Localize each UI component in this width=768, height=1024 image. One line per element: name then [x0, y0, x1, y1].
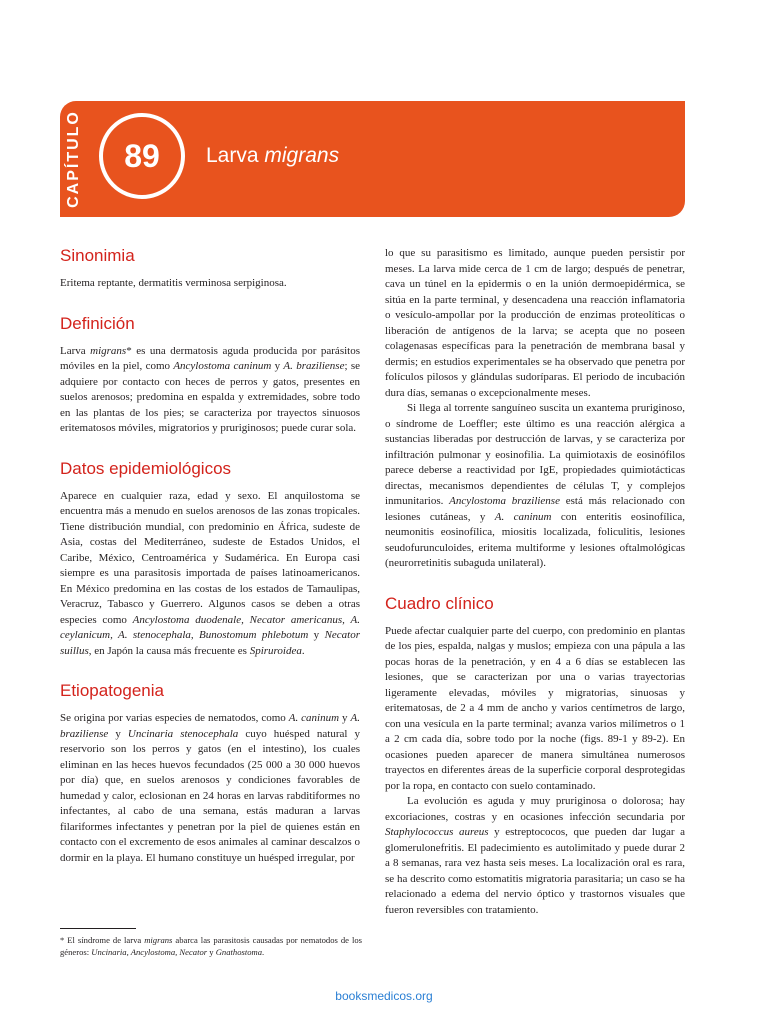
- section-heading-definicion: Definición: [60, 313, 135, 333]
- etiopatogenia-continuation: lo que su parasitismo es limitado, aunque pueden persistir por meses. La larva mide cerca de 1 cm de largo; después de penetrar, cava un túnel en la epidermis o en la unión dermoepidérmica, se sitúa en la parte terminal, y desencadena una reacción inflamatoria o vesículo-ampollar por la producción de enzimas proteolíticas o liberación de antígenos de la larva; se acepta que no poseen colagenasas específicas para la penetración de membrana basal y dermis; en estudios experimentales se ha observado que penetra por folículos pilosos y glándulas sudoríparas. El periodo de incubación dura días, semanas o excepcionalmente meses.: [385, 247, 685, 399]
- section-heading-cuadro-clinico: Cuadro clínico: [385, 593, 494, 613]
- sinonimia-text: Eritema reptante, dermatitis verminosa serpiginosa.: [60, 277, 287, 289]
- chapter-number: 89: [124, 138, 160, 174]
- chapter-title-italic: migrans: [264, 144, 340, 167]
- evolucion-paragraph: La evolución es aguda y muy pruriginosa o dolorosa; hay excoriaciones, costras y en ocasiones infección secundaria por Staphylococcus aureus y estreptococos, que pueden dar lugar a glomerulonefritis. El padecimiento es autolimitado y puede durar 2 a 8 semanas, rara vez hasta seis meses. La localización oral es rara, se ha descrito como estomatitis migratoria parasitaria; un caso se ha relacionado a edema del nervio óptico y trastornos visuales que fueron reversibles con tratamiento.: [385, 795, 685, 916]
- left-column: [60, 246, 360, 866]
- section-heading-sinonimia: Sinonimia: [60, 246, 135, 265]
- cuadro-clinico-paragraph: Puede afectar cualquier parte del cuerpo, con predominio en plantas de los pies, espalda, nalgas y muslos; empieza con una pápula a las pocas horas de la penetración, y en 4 a 6 días se establecen las lesiones, que se caracterizan por una o varias trayectorias ligeramente elevadas, móviles y migratorias, sinuosas y eritematosas, de 2 a 4 mm de ancho y varios centímetros de largo, con una vesícula en la parte terminal; avanza varios milímetros o 1 a 2 cm cada día, sobre todo por la noche (figs. 89-1 y 89-2). En ocasiones pueden aparecer de manera simultánea numerosos trayectos en diferentes áreas de la superficie corporal desprotegidas por la ropa, en contacto con suelo contaminado.: [385, 624, 685, 792]
- epidemiologia-paragraph: Aparece en cualquier raza, edad y sexo. El anquilostoma se encuentra más a menudo en suelos arenosos de las zonas tropicales. Tiene distribución mundial, con predominio en África, sudeste de Asia, costas del Mediterráneo, sudeste de Estados Unidos, el Caribe, México, Centroamérica y Sudamérica. En Europa casi siempre es una parasitosis importada de países latinoamericanos. En México predomina en las costas de los estados de Tamaulipas, Veracruz, Tabasco y Guerrero. Algunos casos se deben a otras especies como Ancylostoma duodenale, Necator americanus, A. ceylanicum, A. stenocephala, Bunostomum phlebotum y Necator suillus, en Japón la causa más frecuente es Spiruroidea.: [60, 489, 361, 657]
- footnote: * El síndrome de larva migrans abarca las parasitosis causadas por nematodos de los géneros: Uncinaria, Ancylostoma, Necator y Gnathostoma.: [60, 935, 362, 957]
- section-heading-epidemiologia: Datos epidemiológicos: [60, 458, 232, 478]
- chapter-number-badge: [99, 113, 185, 199]
- chapter-side-label: CAPÍTULO: [65, 110, 82, 208]
- loeffler-paragraph: Si llega al torrente sanguíneo suscita un exantema pruriginoso, o síndrome de Loeffler; este último es una reacción alérgica a sustancias liberadas por destrucción de larvas, y se caracteriza por infiltración pulmonar y eosinofilia. La quimiotaxis de eosinófilos parece deberse a reactividad por IgE, propiedades quimiotácticas directas, mecanismos dependientes de células T, y complejos inmunitarios. Ancylostoma braziliense está más relacionado con lesiones cutáneas, y A. caninum con enteritis eosinofílica, neumonitis eosinofílica, miositis localizada, foliculitis, lesiones seudofurunculoides, eritema multiforme y lesiones oftalmológicas (neurorretinitis subaguda unilateral).: [385, 402, 686, 569]
- chapter-title-plain: Larva: [206, 144, 265, 167]
- section-heading-etiopatogenia: Etiopatogenia: [60, 681, 164, 700]
- right-column: [385, 246, 685, 918]
- footer-site-link[interactable]: booksmedicos.org: [335, 989, 433, 1003]
- footnote-divider: [60, 928, 136, 929]
- chapter-banner: [60, 101, 685, 217]
- chapter-title: [206, 145, 339, 166]
- etiopatogenia-paragraph: Se origina por varias especies de nematodos, como A. caninum y A. braziliense y Uncinaria stenocephala cuyo huésped natural y reservorio son los perros y gatos (en el intestino), los cuales eliminan en las heces huevos fecundados (25 000 a 30 000 huevos por día) que, en suelos arenosos y condiciones favorables de humedad y calor, eclosionan en 24 horas en larvas rabditiformes no infectantes, al cabo de una semana, estás maduran a larvas filariformes infectantes y penetran por la piel de quienes están en contacto con el excremento de esos animales al caminar descalzos o dormir en la playa. El humano constituye un huésped irregular, por: [60, 712, 361, 864]
- definicion-paragraph: Larva migrans* es una dermatosis aguda producida por parásitos móviles en la piel, como Ancylostoma caninum y A. braziliense; se adquiere por contacto con heces de perros y gatos, presentes en suelos arenosos; predomina en espalda y extremidades, sobre todo en las plantas de los pies; se caracteriza por trayectos sinuosos eritematosos móviles, migratorios y pruriginosos; puede curar sola.: [60, 344, 360, 434]
